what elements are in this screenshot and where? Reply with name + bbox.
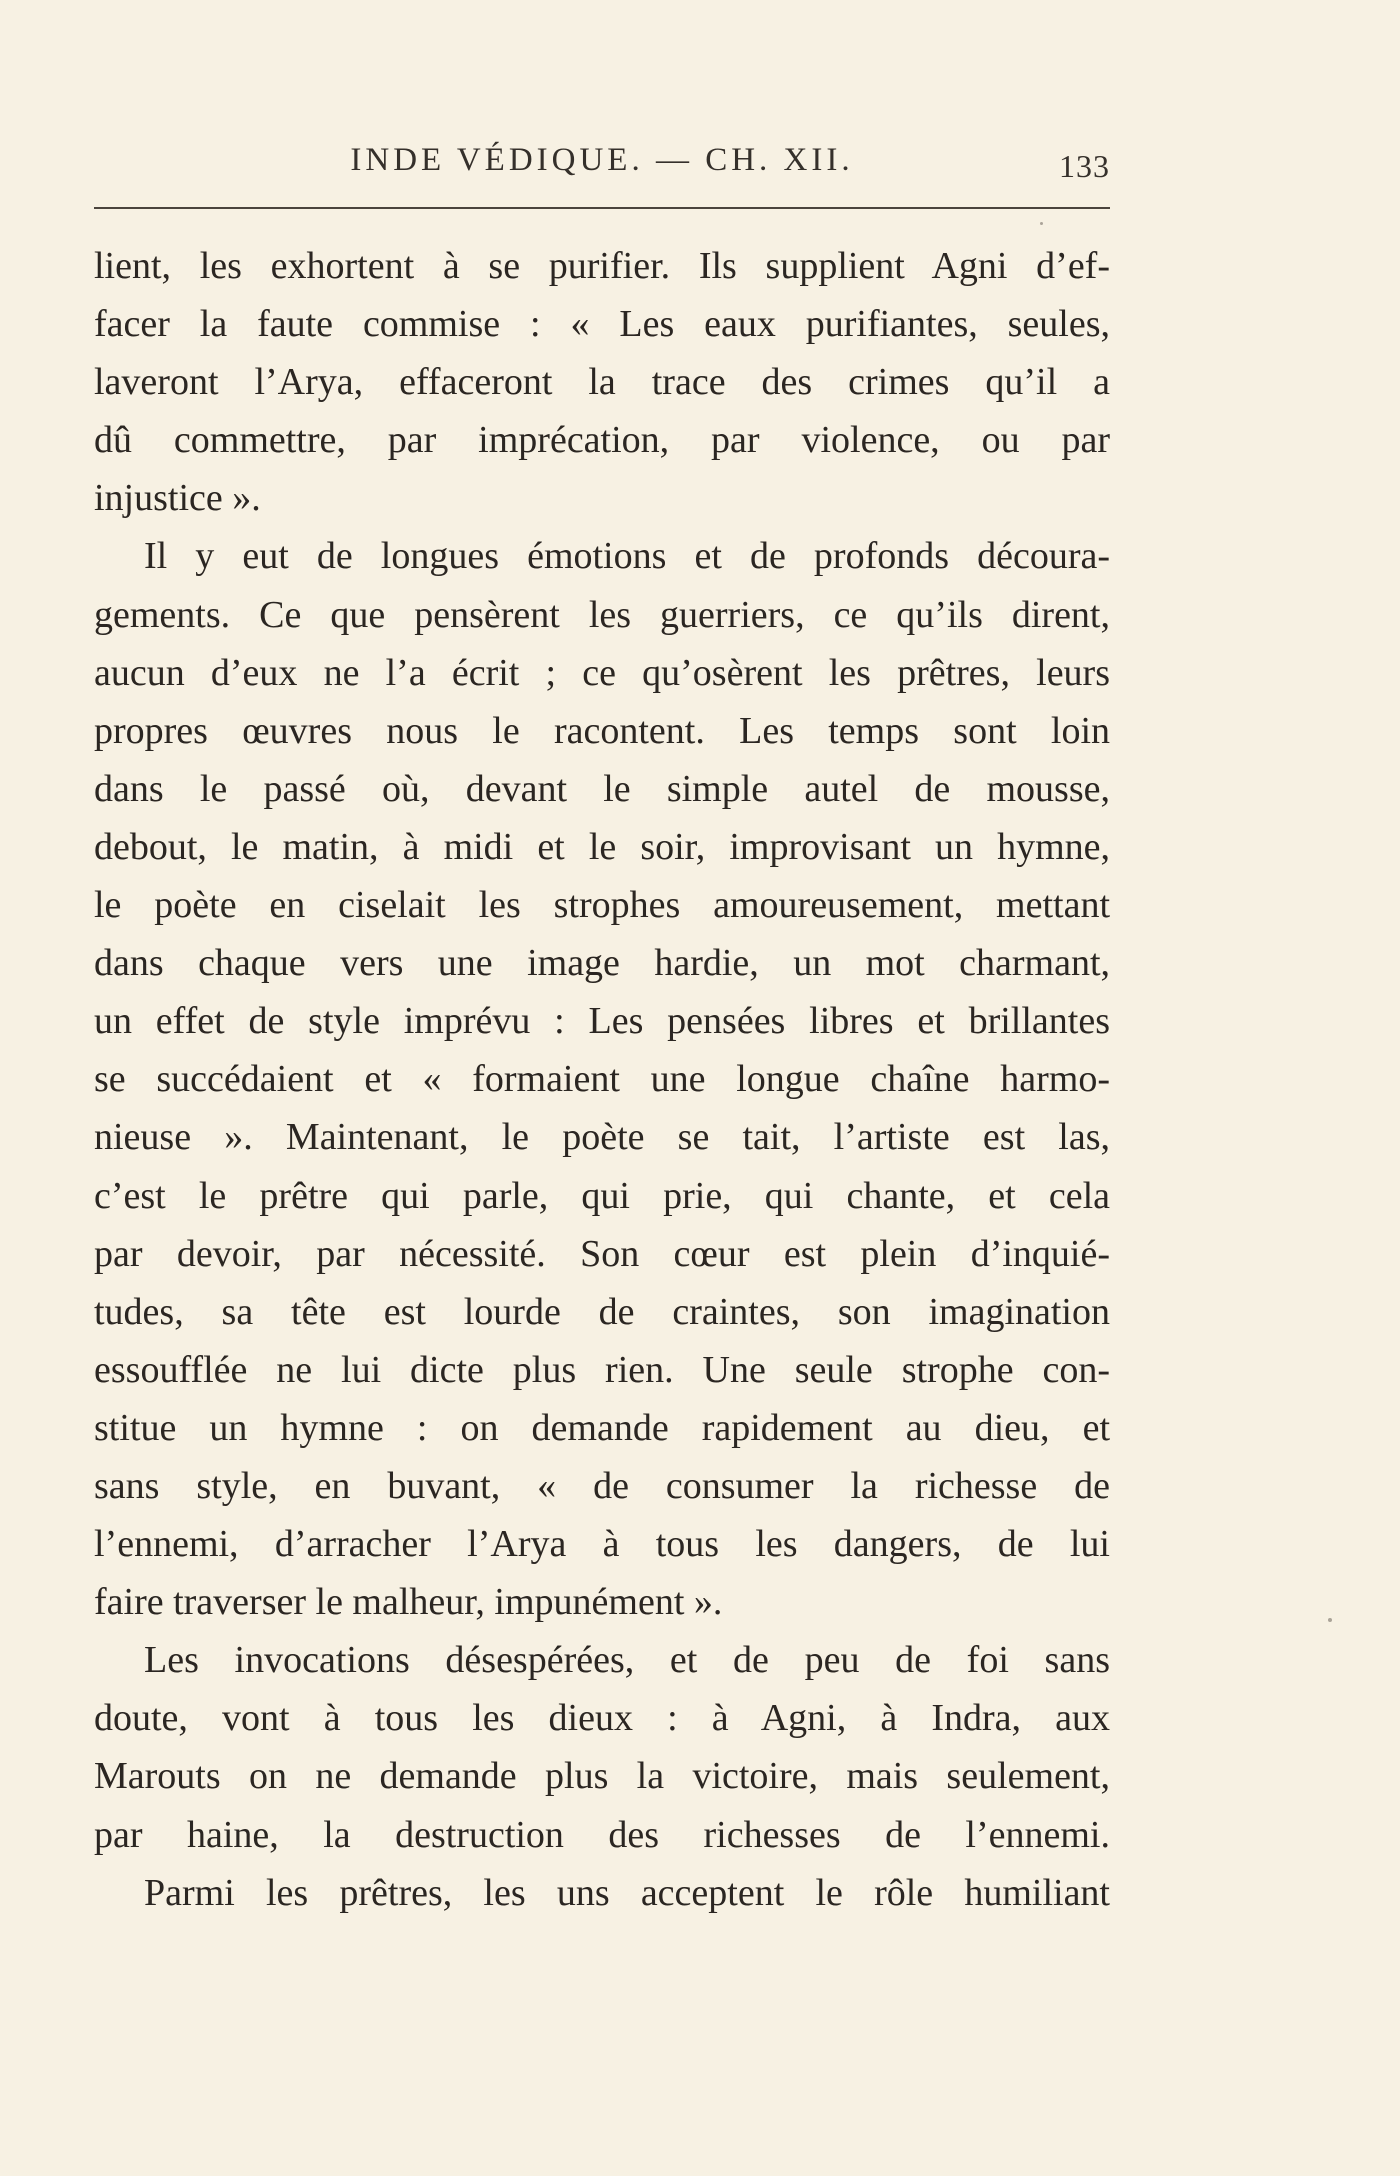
- text-line: l’ennemi, d’arracher l’Arya à tous les dangers, de lui: [94, 1523, 1110, 1566]
- text-line: un effet de style imprévu : Les pensées libres et brillantes: [94, 1000, 1110, 1043]
- text-line: Il y eut de longues émotions et de profonds découra-: [144, 535, 1110, 578]
- text-line: injustice ».: [94, 477, 261, 520]
- body-text: [94, 237, 1110, 1922]
- text-line: laveront l’Arya, effaceront la trace des crimes qu’il a: [94, 361, 1110, 404]
- text-line: debout, le matin, à midi et le soir, improvisant un hymne,: [94, 825, 1110, 868]
- text-line: se succédaient et « formaient une longue chaîne harmo-: [94, 1058, 1110, 1101]
- text-line: nieuse ». Maintenant, le poète se tait, l’artiste est las,: [94, 1116, 1110, 1159]
- paper-speck: [1040, 222, 1043, 225]
- header-rule: [94, 207, 1110, 209]
- running-head: [94, 138, 1110, 188]
- text-line: Parmi les prêtres, les uns acceptent le rôle humiliant: [144, 1871, 1110, 1914]
- text-line: le poète en ciselait les strophes amoureusement, mettant: [94, 884, 1110, 927]
- text-line: propres œuvres nous le racontent. Les temps sont loin: [94, 709, 1110, 752]
- text-line: c’est le prêtre qui parle, qui prie, qui chante, et cela: [94, 1174, 1110, 1217]
- text-line: dans le passé où, devant le simple autel de mousse,: [94, 767, 1110, 810]
- text-line: Marouts on ne demande plus la victoire, mais seulement,: [94, 1755, 1110, 1798]
- page-number: 133: [1059, 148, 1110, 184]
- text-line: faire traverser le malheur, impunément ».: [94, 1581, 723, 1624]
- text-line: par haine, la destruction des richesses de l’ennemi.: [94, 1813, 1110, 1856]
- text-line: aucun d’eux ne l’a écrit ; ce qu’osèrent les prêtres, leurs: [94, 651, 1110, 694]
- text-line: dû commettre, par imprécation, par violence, ou par: [94, 419, 1110, 462]
- text-line: tudes, sa tête est lourde de craintes, son imagination: [94, 1290, 1110, 1333]
- paper-speck: [1328, 1618, 1332, 1622]
- text-line: sans style, en buvant, « de consumer la richesse de: [94, 1464, 1110, 1507]
- text-line: stitue un hymne : on demande rapidement au dieu, et: [94, 1406, 1110, 1449]
- text-line: Les invocations désespérées, et de peu de foi sans: [144, 1639, 1110, 1682]
- running-title: INDE VÉDIQUE. — CH. XII.: [350, 142, 854, 178]
- text-line: facer la faute commise : « Les eaux purifiantes, seules,: [94, 303, 1110, 346]
- text-line: dans chaque vers une image hardie, un mot charmant,: [94, 942, 1110, 985]
- text-line: gements. Ce que pensèrent les guerriers, ce qu’ils dirent,: [94, 593, 1110, 636]
- text-line: par devoir, par nécessité. Son cœur est plein d’inquié-: [94, 1232, 1110, 1275]
- text-line: essoufflée ne lui dicte plus rien. Une seule strophe con-: [94, 1348, 1110, 1391]
- text-line: doute, vont à tous les dieux : à Agni, à Indra, aux: [94, 1697, 1110, 1740]
- text-line: lient, les exhortent à se purifier. Ils supplient Agni d’ef-: [94, 245, 1110, 287]
